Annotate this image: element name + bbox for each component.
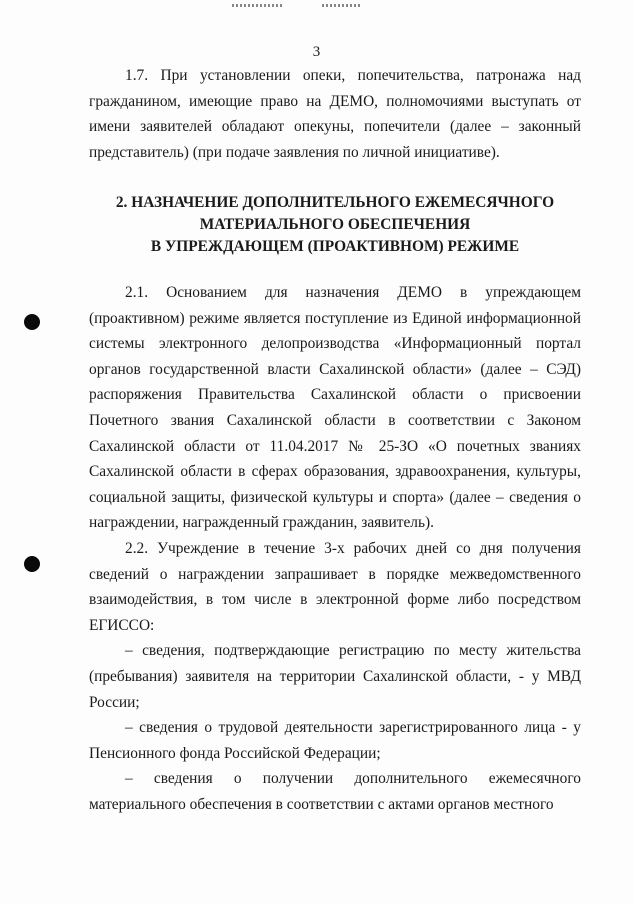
paragraph-1-7: 1.7. При установлении опеки, попечительства, патронажа над гражданином, имеющие право на ДЕМО, полномочиями выступать от имени заявителей обладают опекуны, попечители (далее – законный представитель) (при подаче заявления по личной инициативе). bbox=[89, 67, 581, 161]
section-heading bbox=[89, 192, 581, 258]
scan-artifact bbox=[232, 4, 284, 7]
page-number: 3 bbox=[312, 44, 321, 60]
heading-line-3: В УПРЕЖДАЮЩЕМ (ПРОАКТИВНОМ) РЕЖИМЕ bbox=[150, 238, 520, 255]
paragraph-2-2: 2.2. Учреждение в течение 3-х рабочих дней со дня получения сведений о награждении запрашивает в порядке межведомственного взаимодействия, в том числе в электронной форме либо посредством ЕГИССО: bbox=[89, 539, 581, 634]
paragraph-2-1: 2.1. Основанием для назначения ДЕМО в упреждающем (проактивном) режиме является поступление из Единой информационной системы электронного делопроизводства «Информационный портал органов государственной власти Сахалинской области» (далее – СЭД) распоряжения Правительства Сахалинской области о присвоении Почетного звания Сахалинской области в соответствии с Законом Сахалинской области от 11.04.2017 № 25-ЗО «О почетных званиях Сахалинской области в сферах образования, здравоохранения, культуры, социальной защиты, физической культуры и спорта» (далее – сведения о награждении, награжденный гражданин, заявитель). bbox=[89, 284, 581, 532]
section-body bbox=[89, 280, 581, 817]
paragraph-1-7-block bbox=[89, 63, 581, 165]
list-item-mvd: – сведения, подтверждающие регистрацию по месту жительства (пребывания) заявителя на территории Сахалинской области, - у МВД России; bbox=[89, 642, 581, 711]
heading-line-2: МАТЕРИАЛЬНОГО ОБЕСПЕЧЕНИЯ bbox=[199, 216, 471, 233]
list-item-pfr: – сведения о трудовой деятельности зарегистрированного лица - у Пенсионного фонда Российской Федерации; bbox=[89, 719, 581, 762]
list-item-local: – сведения о получении дополнительного ежемесячного материального обеспечения в соответствии с актами органов местного bbox=[89, 770, 581, 813]
scan-artifact bbox=[322, 4, 362, 7]
punch-hole bbox=[24, 556, 40, 572]
heading-line-1: 2. НАЗНАЧЕНИЕ ДОПОЛНИТЕЛЬНОГО ЕЖЕМЕСЯЧНОГО bbox=[115, 194, 555, 211]
punch-hole bbox=[24, 314, 40, 330]
